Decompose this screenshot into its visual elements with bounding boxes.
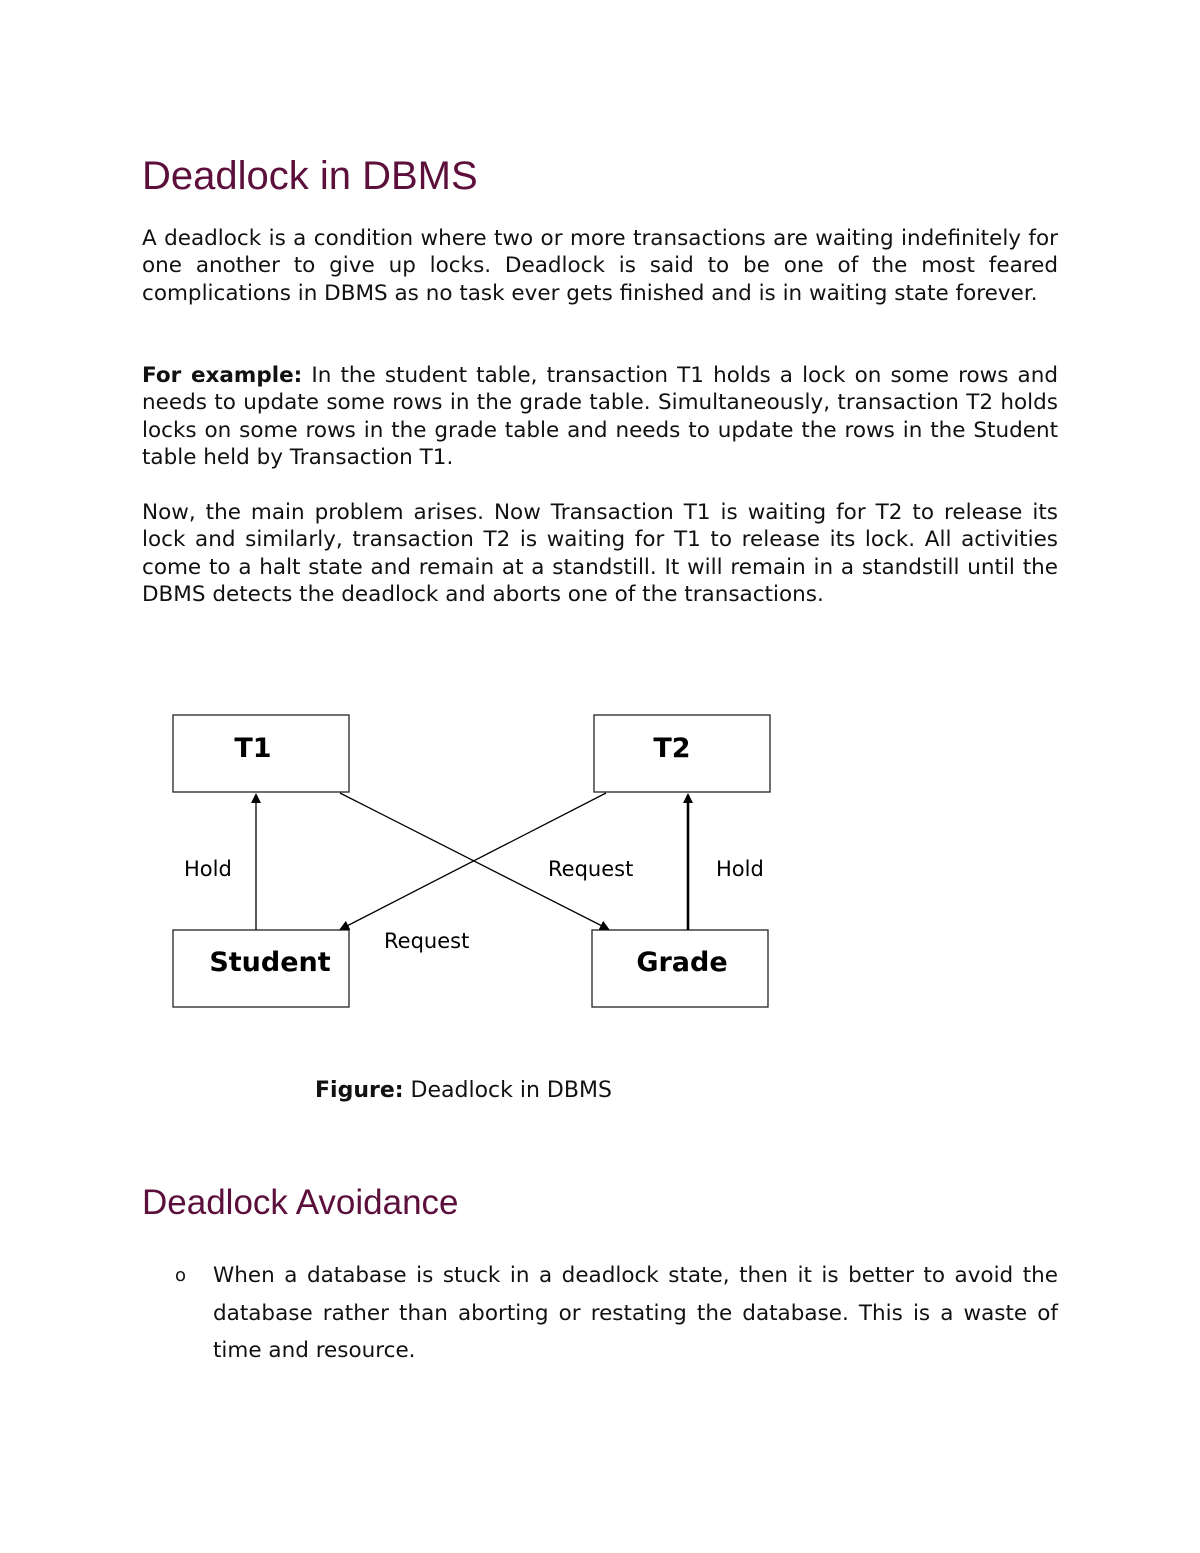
list-item <box>142 1257 1058 1370</box>
request-label-lower: Request <box>384 929 470 953</box>
hold-label-left: Hold <box>184 857 232 881</box>
figure-caption <box>315 1076 612 1106</box>
page-title: Deadlock in DBMS <box>142 154 478 198</box>
intro-paragraph: A deadlock is a condition where two or more transactions are waiting indefinitely for one another to give up locks. Deadlock is said to be one of the most feared complications in DBMS as no task ever gets finished and is in waiting state forever. <box>142 226 1058 306</box>
t1-label: T1 <box>234 733 272 764</box>
section-title: Deadlock Avoidance <box>142 1183 459 1222</box>
grade-label: Grade <box>636 947 728 978</box>
bullet-text: When a database is stuck in a deadlock state, then it is better to avoid the database rather than aborting or restating the database. This is a waste of time and resource. <box>213 1263 1058 1363</box>
figure-caption-label: Figure: <box>315 1078 404 1103</box>
example-paragraph <box>142 362 1058 472</box>
deadlock-diagram <box>160 700 800 1030</box>
bullet-marker: o <box>175 1265 187 1286</box>
figure-caption-text: Deadlock in DBMS <box>403 1078 612 1103</box>
example-text: In the student table, transaction T1 holds a lock on some rows and needs to update some rows in the grade table. Simultaneously, transaction T2 holds locks on some rows in the grade table and needs to update the rows in the Student table held by Transaction T1. <box>142 363 1058 471</box>
t2-label: T2 <box>653 733 691 764</box>
example-label: For example: <box>142 363 303 388</box>
bullet-list <box>142 1257 1058 1370</box>
problem-paragraph: Now, the main problem arises. Now Transaction T1 is waiting for T2 to release its lock and similarly, transaction T2 is waiting for T1 to release its lock. All activities come to a halt state and remain at a standstill. It will remain in a standstill until the DBMS detects the deadlock and aborts one of the transactions. <box>142 500 1058 608</box>
request-label-upper: Request <box>548 857 634 881</box>
hold-label-right: Hold <box>716 857 764 881</box>
student-label: Student <box>209 947 331 978</box>
